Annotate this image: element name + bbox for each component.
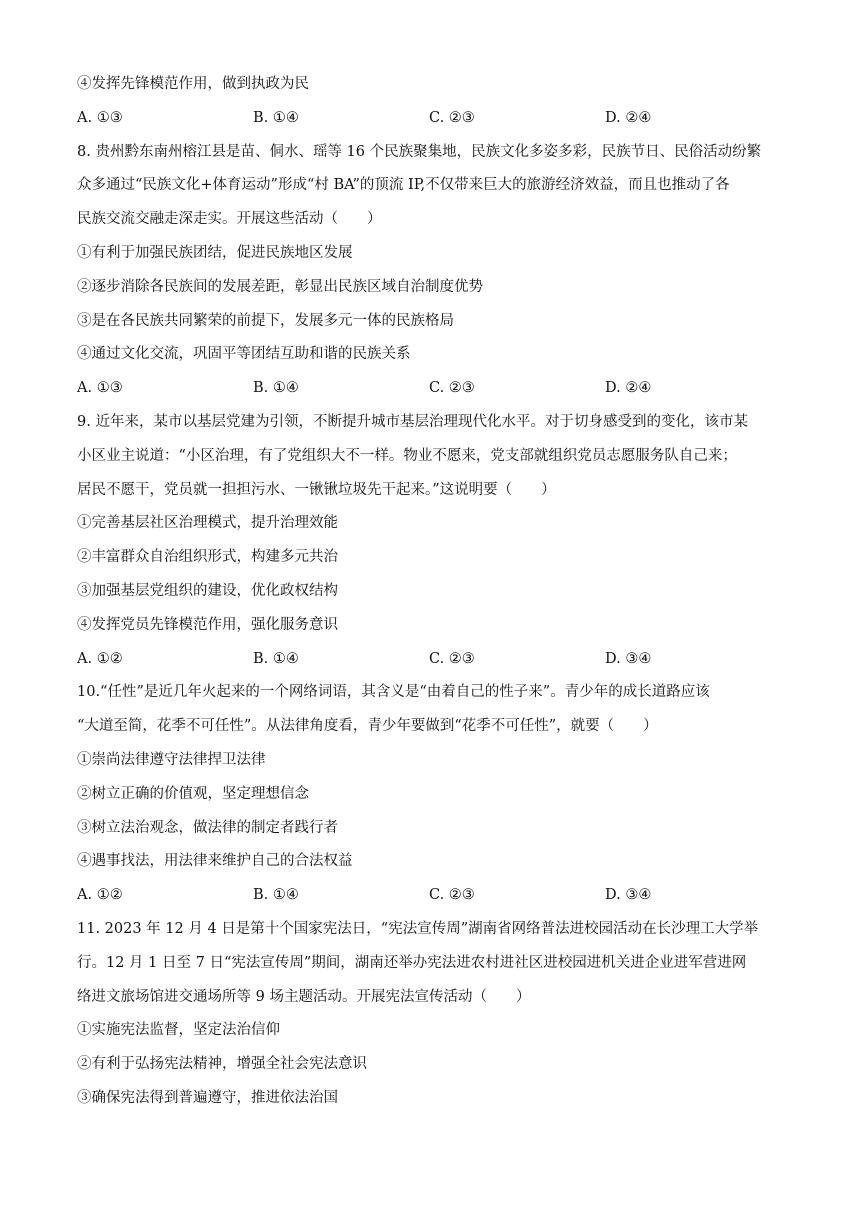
q8-option-a[interactable]: A. ①③	[77, 380, 123, 397]
q8-stem-line-1: 8. 贵州黔东南州榕江县是苗、侗水、瑶等 16 个民族聚集地，民族文化多姿多彩，民族节日、民俗活动纷繁	[77, 143, 762, 160]
q7-option-c[interactable]: C. ②③	[429, 109, 475, 126]
q7-option-a[interactable]: A. ①③	[77, 109, 123, 126]
q10-options	[77, 879, 787, 913]
question-8	[77, 136, 787, 406]
q11-stem-line-3: 络进文旅场馆进交通场所等 9 场主题活动。开展宪法宣传活动（ ）	[77, 988, 531, 1005]
q10-item-2: ②树立正确的价值观，坚定理想信念	[77, 785, 309, 802]
q9-item-4: ④发挥党员先锋模范作用，强化服务意识	[77, 616, 338, 633]
q9-stem-line-2: 小区业主说道：“小区治理，有了党组织大不一样。物业不愿来，党支部就组织党员志愿服务队自己来；	[77, 447, 737, 464]
q10-option-c[interactable]: C. ②③	[429, 887, 475, 904]
q11-item-3: ③确保宪法得到普遍遵守，推进依法治国	[77, 1089, 338, 1106]
q7-option-d[interactable]: D. ②④	[605, 109, 652, 126]
q10-item-3: ③树立法治观念，做法律的制定者践行者	[77, 819, 338, 836]
q8-item-4: ④通过文化交流，巩固平等团结互助和谐的民族关系	[77, 346, 411, 363]
q11-item-2: ②有利于弘扬宪法精神，增强全社会宪法意识	[77, 1056, 367, 1073]
q10-option-d[interactable]: D. ③④	[605, 887, 652, 904]
q8-option-b[interactable]: B. ①④	[253, 380, 299, 397]
q9-item-3: ③加强基层党组织的建设，优化政权结构	[77, 582, 338, 599]
q9-stem-line-1: 9. 近年来，某市以基层党建为引领，不断提升城市基层治理现代化水平。对于切身感受到的变化，该市某	[77, 413, 748, 430]
q11-stem-line-1: 11. 2023 年 12 月 4 日是第十个国家宪法日，“宪法宣传周”湖南省网络普法进校园活动在长沙理工大学举	[77, 920, 759, 937]
q8-item-3: ③是在各民族共同繁荣的前提下，发展多元一体的民族格局	[77, 312, 454, 329]
q8-item-2: ②逐步消除各民族间的发展差距，彰显出民族区域自治制度优势	[77, 278, 483, 295]
question-9	[77, 406, 787, 676]
q11-item-1: ①实施宪法监督，坚定法治信仰	[77, 1022, 280, 1039]
q11-stem-line-2: 行。12 月 1 日至 7 日“宪法宣传周”期间，湖南还举办宪法进农村进社区进校园进机关进企业进军营进网	[77, 954, 747, 971]
q7-options	[77, 102, 787, 136]
q7-option-b[interactable]: B. ①④	[253, 109, 299, 126]
q9-option-b[interactable]: B. ①④	[253, 650, 299, 667]
q9-stem-line-3: 居民不愿干，党员就一担担污水、一锹锹垃圾先干起来。”这说明要（ ）	[77, 481, 556, 498]
q9-options	[77, 643, 787, 677]
q10-stem-line-1: 10.“任性”是近几年火起来的一个网络词语，其含义是“由着自己的性子来”。青少年的成长道路应该	[77, 684, 710, 701]
q8-option-c[interactable]: C. ②③	[429, 380, 475, 397]
q10-item-4: ④遇事找法，用法律来维护自己的合法权益	[77, 853, 353, 870]
exam-page	[77, 68, 787, 1116]
q10-item-1: ①崇尚法律遵守法律捍卫法律	[77, 751, 266, 768]
q9-option-c[interactable]: C. ②③	[429, 650, 475, 667]
q10-option-b[interactable]: B. ①④	[253, 887, 299, 904]
q8-stem-line-2: 众多通过“民族文化+体育运动”形成“村 BA”的顶流 IP,不仅带来巨大的旅游经济效益，而且也推动了各	[77, 177, 730, 194]
q10-option-a[interactable]: A. ①②	[77, 887, 123, 904]
q9-item-1: ①完善基层社区治理模式，提升治理效能	[77, 515, 338, 532]
q9-option-d[interactable]: D. ③④	[605, 650, 652, 667]
q9-item-2: ②丰富群众自治组织形式，构建多元共治	[77, 549, 338, 566]
q9-option-a[interactable]: A. ①②	[77, 650, 123, 667]
question-10	[77, 676, 787, 913]
q8-item-1: ①有利于加强民族团结，促进民族地区发展	[77, 244, 353, 261]
q8-option-d[interactable]: D. ②④	[605, 380, 652, 397]
q7-item-4: ④发挥先锋模范作用，做到执政为民	[77, 76, 309, 92]
q10-stem-line-2: “大道至简，花季不可任性”。从法律角度看，青少年要做到“花季不可任性”，就要（ ）	[77, 718, 658, 735]
question-11	[77, 913, 787, 1116]
q8-options	[77, 372, 787, 406]
q8-stem-line-3: 民族交流交融走深走实。开展这些活动（ ）	[77, 211, 382, 228]
